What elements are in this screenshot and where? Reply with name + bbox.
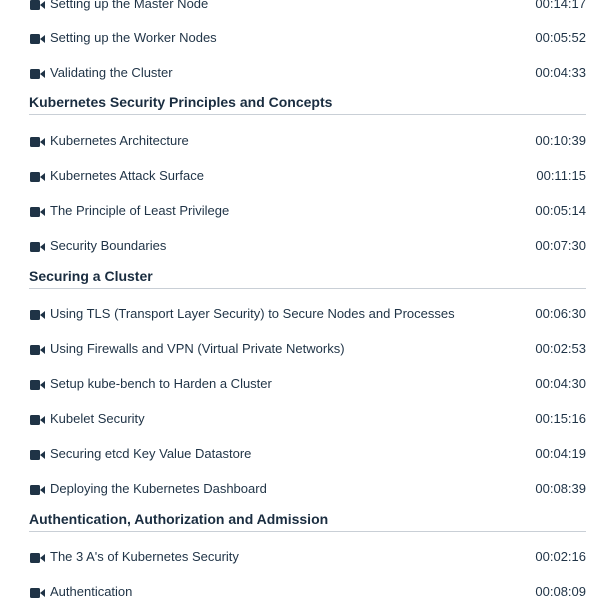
video-camera-icon (30, 135, 46, 147)
lesson-item[interactable] (0, 62, 600, 86)
lesson-duration: 00:07:30 (535, 238, 586, 253)
video-camera-icon (30, 483, 46, 495)
lesson-title[interactable]: Kubernetes Architecture (50, 133, 189, 148)
lesson-title[interactable]: Kubelet Security (50, 411, 145, 426)
lesson-duration: 00:04:33 (535, 65, 586, 80)
video-camera-icon (30, 586, 46, 598)
section-title: Securing a Cluster (29, 268, 153, 284)
video-camera-icon (30, 0, 46, 10)
lesson-duration: 00:05:52 (535, 30, 586, 45)
video-camera-icon (30, 170, 46, 182)
lesson-item[interactable] (0, 303, 600, 327)
lesson-item[interactable] (0, 200, 600, 224)
video-camera-icon (30, 378, 46, 390)
section-title: Authentication, Authorization and Admission (29, 511, 329, 527)
lesson-title[interactable]: Kubernetes Attack Surface (50, 168, 204, 183)
lesson-item[interactable] (0, 546, 600, 570)
lesson-title[interactable]: Using Firewalls and VPN (Virtual Private Networks) (50, 341, 345, 356)
lesson-item[interactable] (0, 408, 600, 432)
lesson-duration: 00:08:39 (535, 481, 586, 496)
lesson-item[interactable] (0, 235, 600, 259)
lesson-duration: 00:10:39 (535, 133, 586, 148)
lesson-duration: 00:06:30 (535, 306, 586, 321)
lesson-duration: 00:08:09 (535, 584, 586, 599)
section-header (0, 507, 600, 533)
lesson-duration: 00:02:16 (535, 549, 586, 564)
section-header (0, 264, 600, 290)
video-camera-icon (30, 343, 46, 355)
section-header (0, 90, 600, 116)
lesson-duration: 00:02:53 (535, 341, 586, 356)
lesson-item[interactable] (0, 373, 600, 397)
lesson-duration: 00:05:14 (535, 203, 586, 218)
lesson-title[interactable]: The Principle of Least Privilege (50, 203, 230, 218)
lesson-item[interactable] (0, 338, 600, 362)
section-divider (29, 288, 586, 289)
lesson-item[interactable] (0, 0, 600, 17)
lesson-item[interactable] (0, 478, 600, 502)
lesson-item[interactable] (0, 581, 600, 605)
video-camera-icon (30, 67, 46, 79)
lesson-title[interactable]: Setup kube-bench to Harden a Cluster (50, 376, 272, 391)
lesson-title[interactable]: Securing etcd Key Value Datastore (50, 446, 252, 461)
section-divider (29, 531, 586, 532)
video-camera-icon (30, 308, 46, 320)
lesson-item[interactable] (0, 443, 600, 467)
lesson-title[interactable]: Security Boundaries (50, 238, 167, 253)
lesson-title[interactable]: Setting up the Master Node (50, 0, 209, 11)
lesson-title[interactable]: Validating the Cluster (50, 65, 173, 80)
video-camera-icon (30, 413, 46, 425)
lesson-item[interactable] (0, 27, 600, 51)
lesson-duration: 00:11:15 (536, 168, 586, 183)
lesson-title[interactable]: Deploying the Kubernetes Dashboard (50, 481, 267, 496)
video-camera-icon (30, 448, 46, 460)
video-camera-icon (30, 240, 46, 252)
lesson-title[interactable]: Setting up the Worker Nodes (50, 30, 217, 45)
lesson-title[interactable]: Authentication (50, 584, 133, 599)
section-title: Kubernetes Security Principles and Concepts (29, 94, 333, 110)
section-divider (29, 114, 586, 115)
lesson-duration: 00:04:30 (535, 376, 586, 391)
lesson-title[interactable]: The 3 A's of Kubernetes Security (50, 549, 239, 564)
lesson-duration: 00:14:17 (535, 0, 586, 11)
lesson-duration: 00:15:16 (535, 411, 586, 426)
video-camera-icon (30, 32, 46, 44)
video-camera-icon (30, 551, 46, 563)
lesson-title[interactable]: Using TLS (Transport Layer Security) to Secure Nodes and Processes (50, 306, 455, 321)
lesson-duration: 00:04:19 (535, 446, 586, 461)
video-camera-icon (30, 205, 46, 217)
lesson-item[interactable] (0, 130, 600, 154)
lesson-item[interactable] (0, 165, 600, 189)
